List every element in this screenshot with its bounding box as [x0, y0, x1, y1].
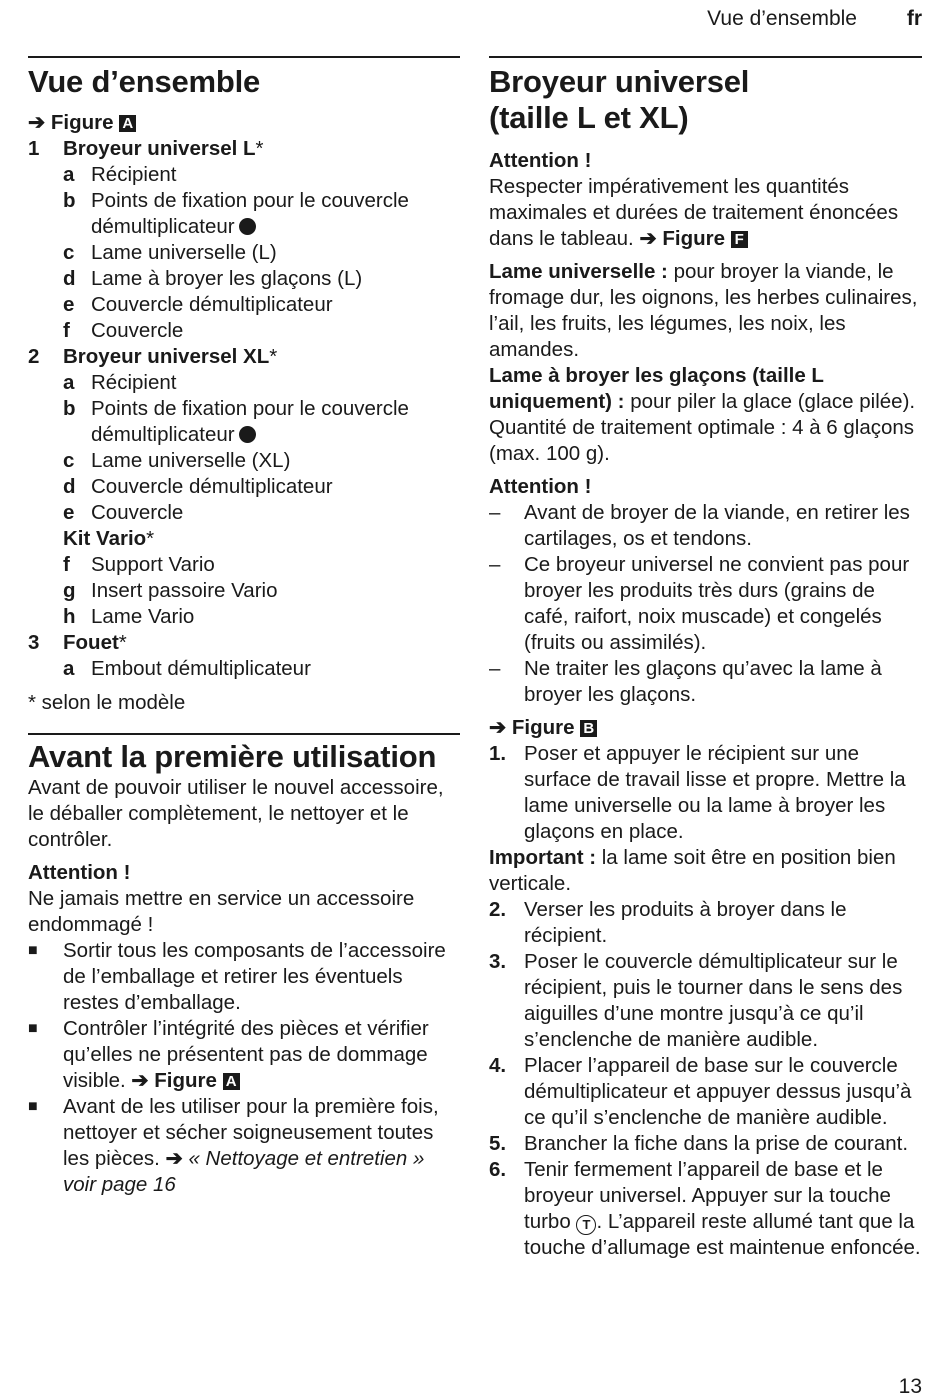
overview-group: 3 Fouet* — [28, 631, 127, 654]
list-item: a Embout démultiplicateur — [63, 657, 311, 680]
square-bullet-icon: ■ — [28, 1098, 38, 1115]
arrow-icon: ➔ — [28, 111, 46, 134]
step-item: 6. Tenir fermement l’appareil de base et le broyeur universel. Appuyer sur la touche turbo T . L’appareil reste allumé tant que la touche d’allumage est maintenue enfoncée. — [489, 1158, 921, 1259]
step-item: 2. Verser les produits à broyer dans le récipient. — [489, 898, 847, 947]
square-bullet-icon: ■ — [28, 1020, 38, 1037]
cross-reference: « Nettoyage et entretien » voir page 16 — [63, 1147, 425, 1196]
section-rule — [28, 56, 460, 58]
list-item: b Points de fixation pour le couvercle démultiplicateur — [63, 189, 409, 238]
header-lang: fr — [906, 7, 922, 30]
list-item: e Couvercle — [63, 501, 184, 524]
arrow-icon: ➔ — [639, 227, 657, 250]
figure-b-ref: ➔ Figure B — [489, 715, 922, 741]
blade-description: Lame universelle : pour broyer la viande, le fromage dur, les oignons, les herbes culinaires, l’ail, les fruits, les légumes, les noix, les amandes. — [489, 260, 918, 361]
list-item: d Lame à broyer les glaçons (L) — [63, 267, 363, 290]
bullet-item: ■ Sortir tous les composants de l’accessoire de l’emballage et retirer les éventuels restes d’emballage. — [28, 939, 446, 1014]
left-column — [28, 56, 460, 1198]
dash-item: – Ne traiter les glaçons qu’avec la lame à broyer les glaçons. — [489, 657, 882, 706]
bullet-item: ■ Avant de les utiliser pour la première fois, nettoyer et sécher soigneusement toutes les pièces. ➔ « Nettoyage et entretien » voir page 16 — [28, 1095, 439, 1196]
first-use-intro: Avant de pouvoir utiliser le nouvel accessoire, le déballer complètement, le nettoyer et le contrôler. — [28, 776, 444, 851]
figure-box: A — [119, 115, 136, 132]
overview-title: Vue d’ensemble — [28, 64, 261, 99]
list-item: d Couvercle démultiplicateur — [63, 475, 333, 498]
right-column — [489, 56, 922, 1261]
dash-item: – Ce broyeur universel ne convient pas pour broyer les produits très durs (grains de café, raifort, noix muscade) et congelés (fruits ou assimilés). — [489, 553, 910, 654]
header-section: Vue d’ensemble — [707, 7, 857, 30]
first-use-title: Avant la première utilisation — [28, 739, 437, 774]
dash-item: – Avant de broyer de la viande, en retirer les cartilages, os et tendons. — [489, 501, 910, 550]
important-note: Important : la lame soit être en position bien verticale. — [489, 846, 896, 895]
kit-title: Kit Vario* — [63, 527, 155, 550]
attention-text: Respecter impérativement les quantités maximales et durées de traitement énoncées dans le tableau. ➔ Figure F — [489, 175, 899, 250]
list-item: g Insert passoire Vario — [63, 579, 278, 602]
arrow-icon: ➔ — [165, 1147, 183, 1170]
list-item: h Lame Vario — [63, 605, 195, 628]
attention-text: Ne jamais mettre en service un accessoire endommagé ! — [28, 887, 415, 936]
list-item: f Couvercle — [63, 319, 184, 342]
list-item: e Couvercle démultiplicateur — [63, 293, 333, 316]
figure-box: F — [731, 231, 748, 248]
grinder-title: Broyeur universel (taille L et XL) — [489, 64, 750, 135]
attention-label: Attention ! — [489, 475, 592, 498]
step-item: 5. Brancher la fiche dans la prise de courant. — [489, 1132, 909, 1155]
section-rule — [489, 56, 922, 58]
list-item: c Lame universelle (XL) — [63, 449, 291, 472]
footnote: * selon le modèle — [28, 691, 186, 714]
list-item: c Lame universelle (L) — [63, 241, 277, 264]
overview-group: 1 Broyeur universel L* — [28, 137, 264, 160]
step-item: 1. Poser et appuyer le récipient sur une surface de travail lisse et propre. Mettre la lame universelle ou la lame à broyer les glaçons en place. — [489, 742, 906, 843]
dot-icon — [239, 426, 256, 443]
ice-blade-description: Lame à broyer les glaçons (taille L uniquement) : pour piler la glace (glace pilée). Quantité de traitement optimale : 4 à 6 glaçons (max. 100 g). — [489, 364, 916, 465]
step-item: 3. Poser le couvercle démultiplicateur sur le récipient, puis le tourner dans le sens des aiguilles d’une montre jusqu’à ce qu’il s’enclenche de manière audible. — [489, 950, 903, 1051]
arrow-icon: ➔ — [131, 1069, 149, 1092]
list-item: b Points de fixation pour le couvercle démultiplicateur — [63, 397, 409, 446]
section-rule — [28, 733, 460, 735]
bullet-item: ■ Contrôler l’intégrité des pièces et vérifier qu’elles ne présentent pas de dommage visible. ➔ Figure A — [28, 1017, 429, 1092]
page-number: 13 — [898, 1375, 922, 1398]
attention-label: Attention ! — [489, 149, 592, 172]
overview-figure-ref: ➔ Figure A — [28, 110, 460, 136]
list-item: a Récipient — [63, 371, 177, 394]
running-header — [707, 6, 922, 32]
turbo-symbol-icon: T — [576, 1215, 596, 1235]
attention-label: Attention ! — [28, 861, 131, 884]
list-item: f Support Vario — [63, 553, 215, 576]
figure-box: A — [223, 1073, 240, 1090]
arrow-icon: ➔ — [489, 716, 507, 739]
dot-icon — [239, 218, 256, 235]
list-item: a Récipient — [63, 163, 177, 186]
figure-box: B — [580, 720, 597, 737]
step-item: 4. Placer l’appareil de base sur le couvercle démultiplicateur et appuyer dessus jusqu’à ce qu’il s’enclenche de manière audible. — [489, 1054, 912, 1129]
square-bullet-icon: ■ — [28, 942, 38, 959]
overview-group: 2 Broyeur universel XL* — [28, 345, 278, 368]
